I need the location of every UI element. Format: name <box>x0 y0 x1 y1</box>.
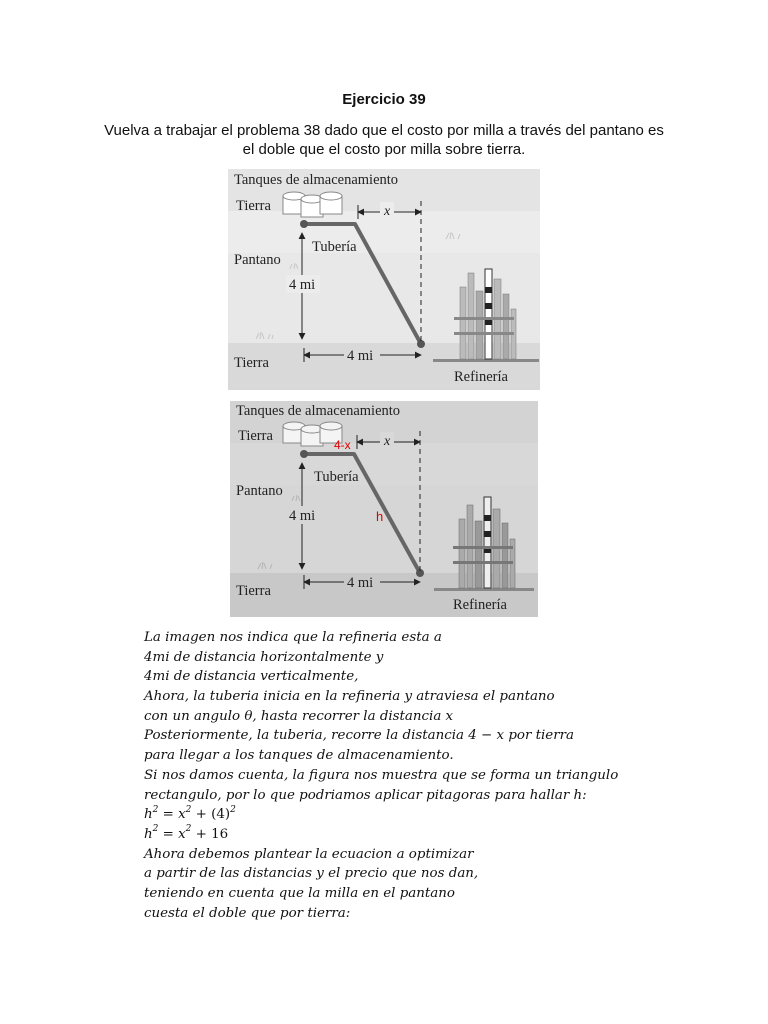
refinery-label: Refinería <box>453 597 507 613</box>
text-line: a partir de las distancias y el precio que nos dan, <box>144 866 479 882</box>
equation-pythagoras: $h^2 = x^2 + (4)^2$ <box>144 804 236 823</box>
text-line: Si nos damos cuenta, la figura nos muestra que se forma un triangulo <box>144 767 619 783</box>
pipeline-start-dot <box>300 220 308 228</box>
land-top-label: Tierra <box>236 198 271 214</box>
horizontal-distance-label: 4 mi <box>347 348 374 364</box>
pipe-label: Tubería <box>314 469 359 485</box>
land-bottom-label: Tierra <box>236 583 271 599</box>
x-label: x <box>384 434 391 449</box>
swamp-label: Pantano <box>236 483 283 499</box>
text-line: Ahora debemos plantear la ecuacion a optimizar <box>144 846 474 862</box>
figure-original <box>228 169 540 390</box>
x-label: x <box>384 204 391 219</box>
land-bottom-label: Tierra <box>234 355 269 371</box>
text-line: cuesta el doble que por tierra: <box>144 905 351 921</box>
storage-tanks-caption: Tanques de almacenamiento <box>234 172 399 188</box>
pipe-label: Tubería <box>312 239 357 255</box>
figure-annotated <box>230 401 538 617</box>
storage-tanks-icon <box>283 192 342 217</box>
text-line: teniendo en cuenta que la milla en el pantano <box>144 885 455 901</box>
problem-statement: Vuelva a trabajar el problema 38 dado que el costo por milla a través del pantano es el doble que el costo por milla sobre tierra. <box>104 122 664 158</box>
exercise-title: Ejercicio 39 <box>342 91 426 108</box>
text-line: La imagen nos indica que la refineria esta a <box>144 630 442 645</box>
vertical-distance-label: 4 mi <box>289 277 316 293</box>
refinery-label: Refinería <box>454 369 508 385</box>
swamp-label: Pantano <box>234 252 281 268</box>
hypotenuse-h-label: h <box>376 509 384 524</box>
text-line: 4mi de distancia horizontalmente y <box>144 649 384 665</box>
text-line: Ahora, la tuberia inicia en la refineria y atraviesa el pantano <box>144 689 555 705</box>
text-line: con un angulo θ, hasta recorrer la distancia x <box>144 708 454 724</box>
land-top-label: Tierra <box>238 428 273 444</box>
storage-tanks-caption: Tanques de almacenamiento <box>236 403 401 419</box>
text-line: Posteriormente, la tuberia, recorre la distancia 4 − x por tierra <box>144 728 574 744</box>
solution-text <box>144 628 684 923</box>
vertical-distance-label: 4 mi <box>289 508 316 524</box>
four-minus-x-label: 4-x <box>334 438 351 452</box>
horizontal-distance-label: 4 mi <box>347 575 374 591</box>
equation-simplified: $h^2 = x^2 + 16$ <box>144 824 229 842</box>
text-line: para llegar a los tanques de almacenamiento. <box>144 748 454 764</box>
text-line: 4mi de distancia verticalmente, <box>144 669 359 685</box>
text-line: rectangulo, por lo que podriamos aplicar pitagoras para hallar h: <box>144 787 587 803</box>
pipeline-start-dot <box>300 450 308 458</box>
